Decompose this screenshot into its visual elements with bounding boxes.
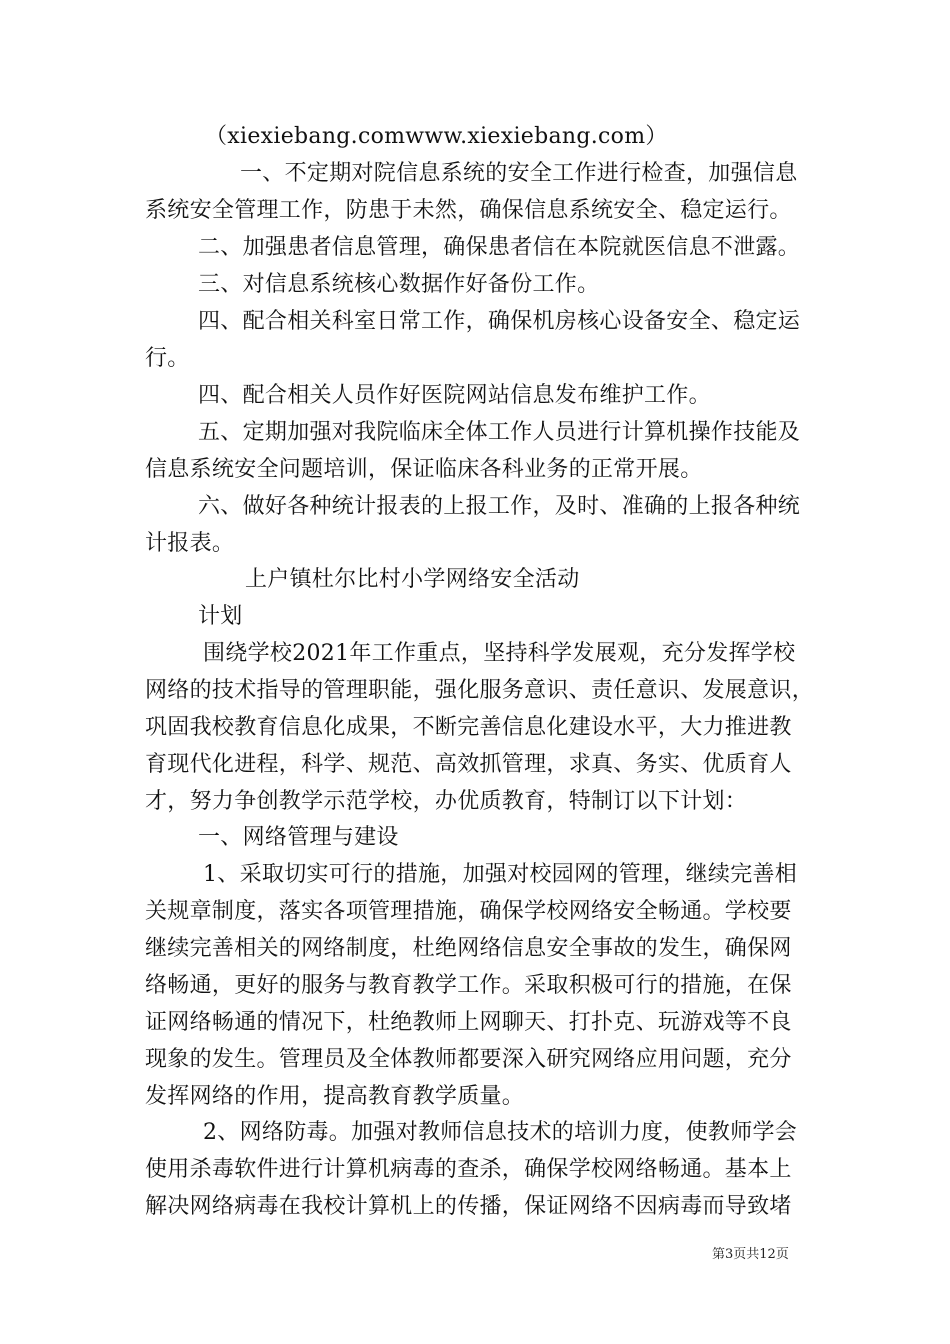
text-line: 现象的发生。管理员及全体教师都要深入研究网络应用问题，充分 — [145, 1047, 792, 1072]
text-line: 继续完善相关的网络制度，杜绝网络信息安全事故的发生，确保网 — [145, 936, 792, 961]
text-line: 系统安全管理工作，防患于未然，确保信息系统安全、稳定运行。 — [145, 198, 792, 223]
text-line: 使用杀毒软件进行计算机病毒的查杀，确保学校网络畅通。基本上 — [145, 1157, 792, 1182]
text-line: 行。 — [145, 346, 190, 371]
text-line: 育现代化进程，科学、规范、高效抓管理，求真、务实、优质育人 — [145, 752, 792, 777]
text-line: 1、采取切实可行的措施，加强对校园网的管理，继续完善相 — [203, 862, 798, 887]
text-line: 计报表。 — [145, 531, 235, 556]
text-line: 才，努力争创教学示范学校，办优质教育，特制订以下计划： — [145, 789, 748, 814]
text-line: 发挥网络的作用，提高教育教学质量。 — [145, 1084, 525, 1109]
text-line: 解决网络病毒在我校计算机上的传播，保证网络不因病毒而导致堵 — [145, 1194, 792, 1219]
text-line: 五、定期加强对我院临床全体工作人员进行计算机操作技能及 — [198, 420, 801, 445]
text-line: 巩固我校教育信息化成果，不断完善信息化建设水平，大力推进教 — [145, 715, 792, 740]
text-line: 四、配合相关科室日常工作，确保机房核心设备安全、稳定运 — [198, 309, 801, 334]
text-line: 围绕学校2021年工作重点，坚持科学发展观，充分发挥学校 — [203, 641, 796, 666]
text-line: 二、加强患者信息管理，确保患者信在本院就医信息不泄露。 — [198, 235, 801, 260]
text-line: 证网络畅通的情况下，杜绝教师上网聊天、打扑克、玩游戏等不良 — [145, 1010, 792, 1035]
section-heading: 一、网络管理与建设 — [198, 825, 399, 850]
text-line: 络畅通，更好的服务与教育教学工作。采取积极可行的措施，在保 — [145, 973, 792, 998]
text-line: 关规章制度，落实各项管理措施，确保学校网络安全畅通。学校要 — [145, 899, 792, 924]
text-line: 四、配合相关人员作好医院网站信息发布维护工作。 — [198, 383, 711, 408]
text-line: 三、对信息系统核心数据作好备份工作。 — [198, 272, 600, 297]
section-title-continued: 计划 — [198, 604, 243, 629]
text-line: 六、做好各种统计报表的上报工作，及时、准确的上报各种统 — [198, 494, 801, 519]
text-line: 网络的技术指导的管理职能，强化服务意识、责任意识、发展意识， — [145, 678, 815, 703]
text-line: 2、网络防毒。加强对教师信息技术的培训力度，使教师学会 — [203, 1120, 798, 1145]
text-line: 信息系统安全问题培训，保证临床各科业务的正常开展。 — [145, 457, 703, 482]
text-line-url: （xiexiebang.comwww.xiexiebang.com） — [205, 124, 668, 149]
page-number-footer: 第3页共12页 — [712, 1247, 789, 1262]
section-title: 上户镇杜尔比村小学网络安全活动 — [245, 567, 580, 592]
text-line: 一、不定期对院信息系统的安全工作进行检查，加强信息 — [240, 161, 798, 186]
